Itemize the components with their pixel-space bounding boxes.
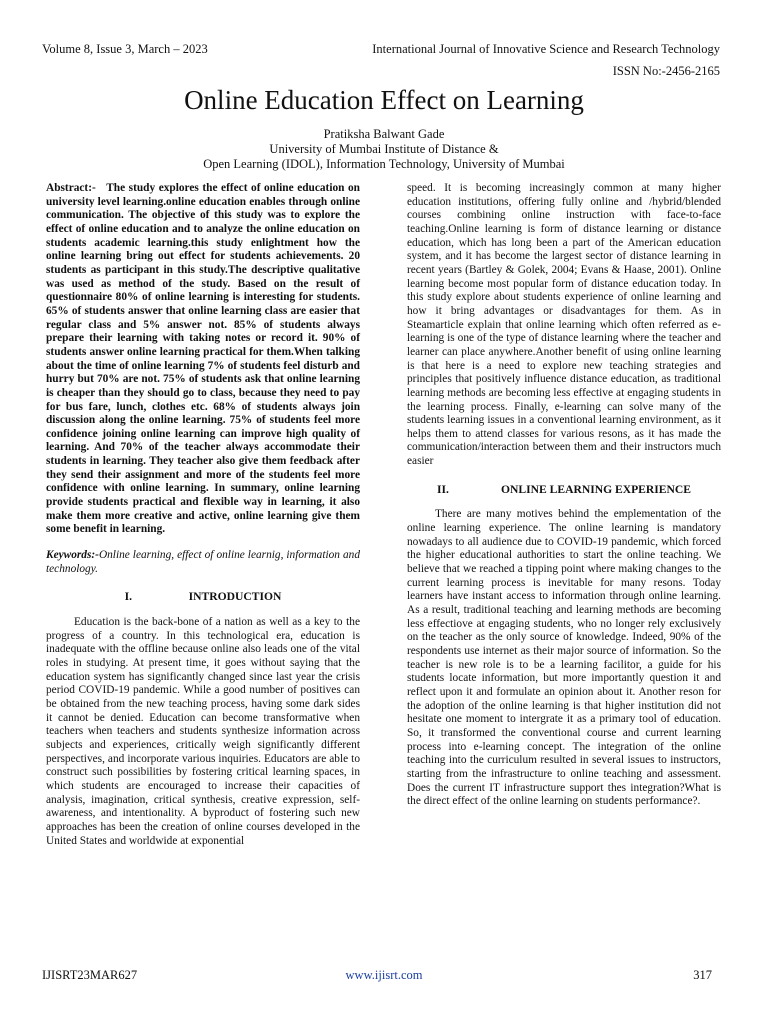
footer-page-number: 317 (693, 968, 712, 982)
section-heading-online-learning-experience (407, 483, 721, 497)
introduction-continued-text: speed. It is becoming increasingly common at many higher education institutions, offering fully online and /hybrid/blended courses combining online instruction with face-to-face teaching.Online learning is form of distance learning or distance education, which has long been a part of the American education system, and it has become the largest sector of distance learning in recent years (Bartley & Golek, 2004; Evans & Haase, 2001). Online learning become most popular form of distance education today. In this study explore about students experience of online learning and how it bring advantages or disadvantages for them. As in Steamarticle explain that online learning which often referred as e-learning is one of the type of distance learning where the teacher and learner can place anywhere.Another benefit of using online learning is that here is a need to explore new teaching strategies and principles that positively influence distance education, as traditional learning methods are becoming less effective at engaging students in the learning process. Finally, e-learning can solve many of the students learning issues in a conventional learning environment, as it helps them to attend classes for various resons, as it has made the communication/interaction between them and their instructors much easier (407, 182, 721, 468)
keywords-label: Keywords:- (46, 549, 99, 562)
section-number: I. (124, 590, 133, 604)
online-learning-experience-text: There are many motives behind the emplementation of the online learning experience. The online learning is mandatory nowadays to all audience due to COVID-19 pandemic, which forced the higher educational authorities to start the online teaching. We believe that we reached a tipping point where making changes to the current learning process is inevitable for many resons. Today learners have instant access to information through online learning. As a result, traditional teaching and learning methods are becoming less effectiove at engaging students, who no longer rely exclusively on the teacher as the only source of knowledge. Indeed, 90% of the respondents use internet as their major source of information. So the teacher is new role is to be a learning facilitor, a guide for his students locate information, but more importantly question it and reflect upon it and formulate an opinion about it. Another reson for the adoption of the online learning is that higher institution did not hesitate one moment to intergrate it as a primary tool of education. So, it transformed the conventional course and current learning process into e-learning concept. The integration of the online teaching into the curriculum resulted in several issues to instructors, starting from the infrastructure to online teaching and assessment. Does the current IT infrastructure support thes integration?What is the direct effect of the online learning on students performance?. (407, 508, 721, 808)
section-number: II. (436, 482, 449, 496)
affiliation-line-1: University of Mumbai Institute of Distance & (269, 142, 499, 156)
footer-website-link[interactable]: www.ijisrt.com (345, 968, 423, 982)
footer-paper-id: IJISRT23MAR627 (42, 968, 138, 982)
left-column (46, 182, 360, 848)
header-journal-name: International Journal of Innovative Science and Research Technology (372, 42, 720, 56)
header-volume: Volume 8, Issue 3, March – 2023 (42, 42, 208, 56)
abstract-text: The study explores the effect of online education on university level learning.online education enables through online communication. The objective of this study was to explore the effect of online education and to analyze the online education on students academic learning.this study enlightment how the online learning bring out effect for students achievements. 20 students as participant in this study.The descriptive qualitative was used as method of the study. Based on the result of questionnaire 80% of online learning is interesting for students. 65% of students answer that online learning class are easier that regular class and 5% answer not. 85% of students always prepare their learning with taking notes or record it. 90% of students answer online learning practical for them.When talking about the time of online learning 7% of students feel disturb and hurry but 70% are not. 75% of students ask that online learning is cheaper than they should go to class, because they need to pay for bus fare, lunch, clothes etc. 68% of students always join discussion along the online learning. 75% of students feel more confidence joining online learning can improve high quality of learning. And 70% of the teacher always accommodate their students in learning. They teacher also give them feedback after they send their assignment and more of the students feel more confidence with online learning. In summary, online learning provide students practical and flexible way in learning, it also make them more creative and active, online learning give them some benefit in learning. (46, 182, 360, 536)
header-issn: ISSN No:-2456-2165 (612, 64, 720, 78)
section-title: INTRODUCTION (188, 590, 282, 604)
keywords (46, 549, 360, 576)
section-title: ONLINE LEARNING EXPERIENCE (500, 482, 692, 496)
introduction-text: Education is the back-bone of a nation as well as a key to the progress of a country. In this technological era, education is inadequate with the offline because online also leads one of the vital roles in studying. At present time, it goes without saying that the education system has significantly changed since last year the crisis period COVID-19 pandemic. While a good number of positives can be obtained from the new teaching process, having some dark sides it cannot be denied. Education can become transformative when teachers when teachers and students synthesize information across subjects and experiences, critically weigh significantly different perspectives, and incorporate various inquiries. Educators are able to construct such possibilities by fostering critical learning spaces, in which students are encouraged to increase their capacities of analysis, imagination, critical synthesis, creative expression, self-awareness, and intentionality. A byproduct of fostering such new approaches has been the creation of online courses developed in the United States and worldwide at exponential (46, 616, 360, 847)
affiliation-line-2: Open Learning (IDOL), Information Technology, University of Mumbai (203, 157, 565, 171)
abstract-label: Abstract:- (46, 182, 96, 194)
abstract (46, 182, 360, 537)
author-name: Pratiksha Balwant Gade (323, 127, 445, 141)
paper-title: Online Education Effect on Learning (184, 85, 584, 115)
right-column (407, 182, 721, 809)
section-heading-introduction (46, 590, 360, 604)
keywords-text: Online learning, effect of online learnig, information and technology. (46, 549, 360, 575)
